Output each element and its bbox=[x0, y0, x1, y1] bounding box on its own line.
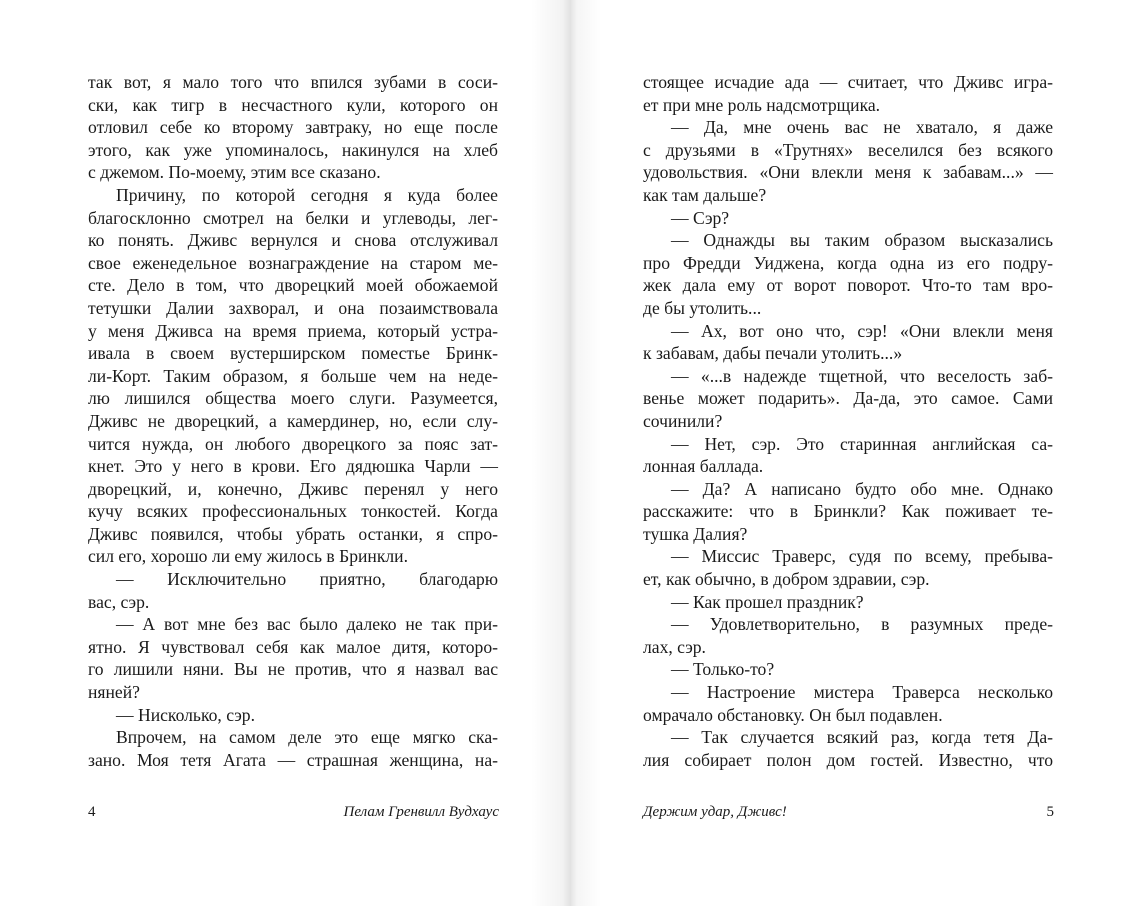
text-line: Причину, по которой сегодня я куда более bbox=[116, 184, 498, 205]
text-line: кнет. Это у него в крови. Его дядюшка Чарли — bbox=[88, 456, 498, 477]
right-page-text bbox=[643, 71, 1053, 771]
running-head-title: Держим удар, Дживс! bbox=[643, 804, 787, 820]
text-line: сочинили? bbox=[643, 410, 723, 431]
text-line: — Как прошел праздник? bbox=[671, 591, 864, 612]
text-line: ко понять. Дживс вернулся и снова отслуживал bbox=[88, 230, 498, 251]
text-line: расскажите: что в Бринкли? Как поживает те- bbox=[643, 501, 1053, 522]
text-line: с друзьями в «Трутнях» веселился без всякого bbox=[643, 139, 1053, 160]
text-line: ятно. Я чувствовал себя как малое дитя, которо- bbox=[88, 636, 498, 657]
text-line: сте. Дело в том, что дворецкий моей обожаемой bbox=[88, 275, 498, 296]
text-line: — Нисколько, сэр. bbox=[116, 704, 255, 725]
text-line: тушка Далия? bbox=[643, 523, 748, 544]
text-line: у меня Дживса на время приема, который устра- bbox=[88, 320, 498, 341]
text-line: — Да, мне очень вас не хватало, я даже bbox=[671, 117, 1053, 138]
text-line: ски, как тигр в несчастного кули, которого он bbox=[88, 94, 498, 115]
text-line: стоящее исчадие ада — считает, что Дживс игра- bbox=[643, 72, 1053, 92]
page-number: 4 bbox=[88, 804, 96, 820]
text-line: — А вот мне без вас было далеко не так при- bbox=[116, 614, 498, 635]
gutter-shadow bbox=[571, 0, 601, 906]
text-line: зано. Моя тетя Агата — страшная женщина, на- bbox=[88, 749, 498, 770]
text-line: ет, как обычно, в добром здравии, сэр. bbox=[643, 569, 930, 590]
text-line: кучу всяких профессиональных тонкостей. Когда bbox=[88, 501, 498, 522]
text-line: лю лишился общества моего слуги. Разумеется, bbox=[88, 388, 498, 409]
text-line: — Только-то? bbox=[671, 659, 775, 680]
text-line: сил его, хорошо ли ему жилось в Бринкли. bbox=[88, 546, 408, 567]
text-line: отловил себе ко второму завтраку, но еще после bbox=[88, 117, 498, 138]
text-line: ивала в своем вустерширском поместье Бринк- bbox=[88, 343, 498, 364]
text-line: няней? bbox=[88, 682, 140, 703]
text-line: жек дала ему от ворот поворот. Что-то там вро- bbox=[643, 275, 1053, 296]
text-line: так вот, я мало того что впился зубами в соси- bbox=[88, 72, 498, 92]
text-line: омрачало обстановку. Он был подавлен. bbox=[643, 704, 943, 725]
text-line: к забавам, дабы печали утолить...» bbox=[643, 343, 903, 364]
text-line: дворецкий, и, конечно, Дживс перенял у него bbox=[88, 478, 498, 499]
right-page bbox=[571, 0, 1142, 906]
gutter-shadow bbox=[531, 0, 571, 906]
text-line: — Нет, сэр. Это старинная английская са- bbox=[671, 433, 1053, 454]
text-line: удовольствия. «Они влекли меня к забавам...» — bbox=[643, 162, 1053, 183]
text-line: — Миссис Траверс, судя по всему, пребыва- bbox=[671, 546, 1053, 567]
text-line: тетушки Далии захворал, и она позаимствовала bbox=[88, 297, 498, 318]
text-line: как там дальше? bbox=[643, 184, 767, 205]
text-line: вас, сэр. bbox=[88, 591, 150, 612]
text-line: го лишили няни. Вы не против, что я назвал вас bbox=[88, 659, 498, 680]
text-line: — Да? А написано будто обо мне. Однако bbox=[671, 478, 1053, 499]
text-line: — Так случается всякий раз, когда тетя Да- bbox=[671, 727, 1053, 748]
text-line: — Ах, вот оно что, сэр! «Они влекли меня bbox=[671, 320, 1053, 341]
text-line: де бы утолить... bbox=[643, 297, 762, 318]
text-line: Впрочем, на самом деле это еще мягко ска- bbox=[116, 727, 498, 748]
text-line: ет при мне роль надсмотрщика. bbox=[643, 94, 881, 115]
text-line: чится нужда, он любого дворецкого за пояс зат- bbox=[88, 433, 498, 454]
text-line: — Однажды вы таким образом высказались bbox=[671, 230, 1053, 251]
text-line: свое еженедельное вознаграждение на старом ме- bbox=[88, 252, 498, 273]
text-line: про Фредди Уиджена, когда одна из его подру- bbox=[643, 252, 1053, 273]
text-line: с джемом. По-моему, этим все сказано. bbox=[88, 162, 381, 183]
text-line: ли-Корт. Таким образом, я больше чем на неде- bbox=[88, 365, 498, 386]
text-line: лия собирает полон дом гостей. Известно, что bbox=[643, 749, 1053, 770]
left-page-text bbox=[88, 71, 498, 771]
text-line: венье может подарить». Да-да, это самое. Сами bbox=[643, 388, 1053, 409]
text-line: лонная баллада. bbox=[643, 456, 764, 477]
text-line: Дживс не дворецкий, а камердинер, но, если слу- bbox=[88, 410, 498, 431]
text-line: Дживс появился, чтобы убрать останки, я спро- bbox=[88, 523, 498, 544]
text-line: — Удовлетворительно, в разумных преде- bbox=[671, 614, 1053, 635]
text-line: — Исключительно приятно, благодарю bbox=[116, 569, 498, 590]
text-line: лах, сэр. bbox=[643, 636, 706, 657]
text-line: благосклонно смотрел на белки и углеводы, лег- bbox=[88, 207, 498, 228]
page-number: 5 bbox=[1046, 804, 1054, 820]
text-line: — Настроение мистера Траверса несколько bbox=[671, 682, 1053, 703]
running-head-author: Пелам Гренвилл Вудхаус bbox=[343, 804, 499, 820]
text-line: — Сэр? bbox=[671, 207, 730, 228]
text-line: — «...в надежде тщетной, что веселость заб- bbox=[671, 365, 1053, 386]
text-line: этого, как уже упоминалось, накинулся на хлеб bbox=[88, 139, 498, 160]
